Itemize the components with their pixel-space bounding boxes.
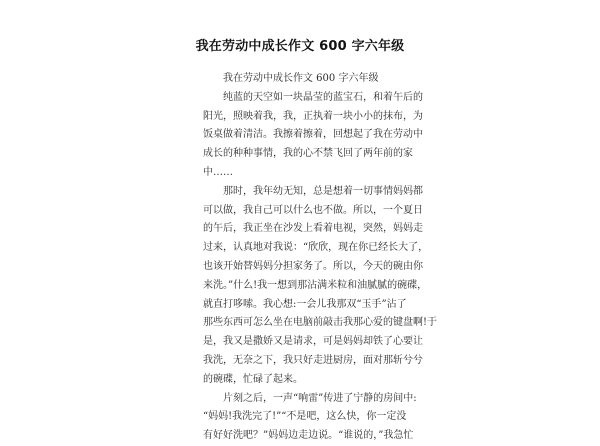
essay-line: 我洗，无奈之下，我只好走进厨房，面对那斩兮兮 [203, 354, 423, 366]
essay-line: 饭桌做着清洁。我擦着擦着，回想起了我在劳动中 [203, 129, 423, 141]
essay-line: 过来，认真地对我说：“欣欣，现在你已经长大了， [203, 242, 429, 254]
essay-line: 有好好洗吧？”妈妈边走边说。“谁说的，”我急忙 [203, 430, 414, 442]
page-title: 我在劳动中成长作文 600 字六年级 [195, 39, 405, 54]
essay-line: 片刻之后，一声“响雷”传进了宁静的房间中: [223, 392, 417, 404]
essay-line: 那些东西可怎么坐在电脑前敲击我那心爱的键盘啊!于 [203, 317, 438, 329]
essay-line: 的午后，我正坐在沙发上看着电视，突然，妈妈走 [203, 223, 423, 235]
essay-line: 来洗。”什么!我一想到那沾满米粒和油腻腻的碗碟， [203, 279, 428, 291]
essay-line: 就直打哆嗦。我心想:一会儿我那双“玉手”沾了 [203, 298, 407, 310]
essay-line: 我在劳动中成长作文 600 字六年级 [223, 73, 379, 84]
essay-line: 成长的种种事情，我的心不禁飞回了两年前的家 [203, 148, 413, 160]
essay-line: 可以做，我自己可以什么也不做。所以，一个夏日 [203, 204, 423, 216]
essay-line: 那时，我年幼无知，总是想着一切事情妈妈都 [223, 185, 423, 197]
essay-line: “妈妈!我洗完了!”“不是吧，这么快，你一定没 [203, 411, 407, 423]
essay-line: 阳光，照映着我，我，正执着一块小小的抹布，为 [203, 110, 423, 122]
essay-line: 中…… [203, 166, 233, 178]
essay-line: 的碗碟，忙碌了起来。 [203, 373, 303, 385]
essay-line: 也该开始替妈妈分担家务了。所以，今天的碗由你 [203, 260, 423, 272]
essay-line: 纯蓝的天空如一块晶莹的蓝宝石，和着午后的 [223, 91, 423, 103]
essay-line: 是，我又是撒娇又是请求，可是妈妈却铁了心要让 [203, 336, 423, 348]
essay-body [203, 70, 438, 446]
